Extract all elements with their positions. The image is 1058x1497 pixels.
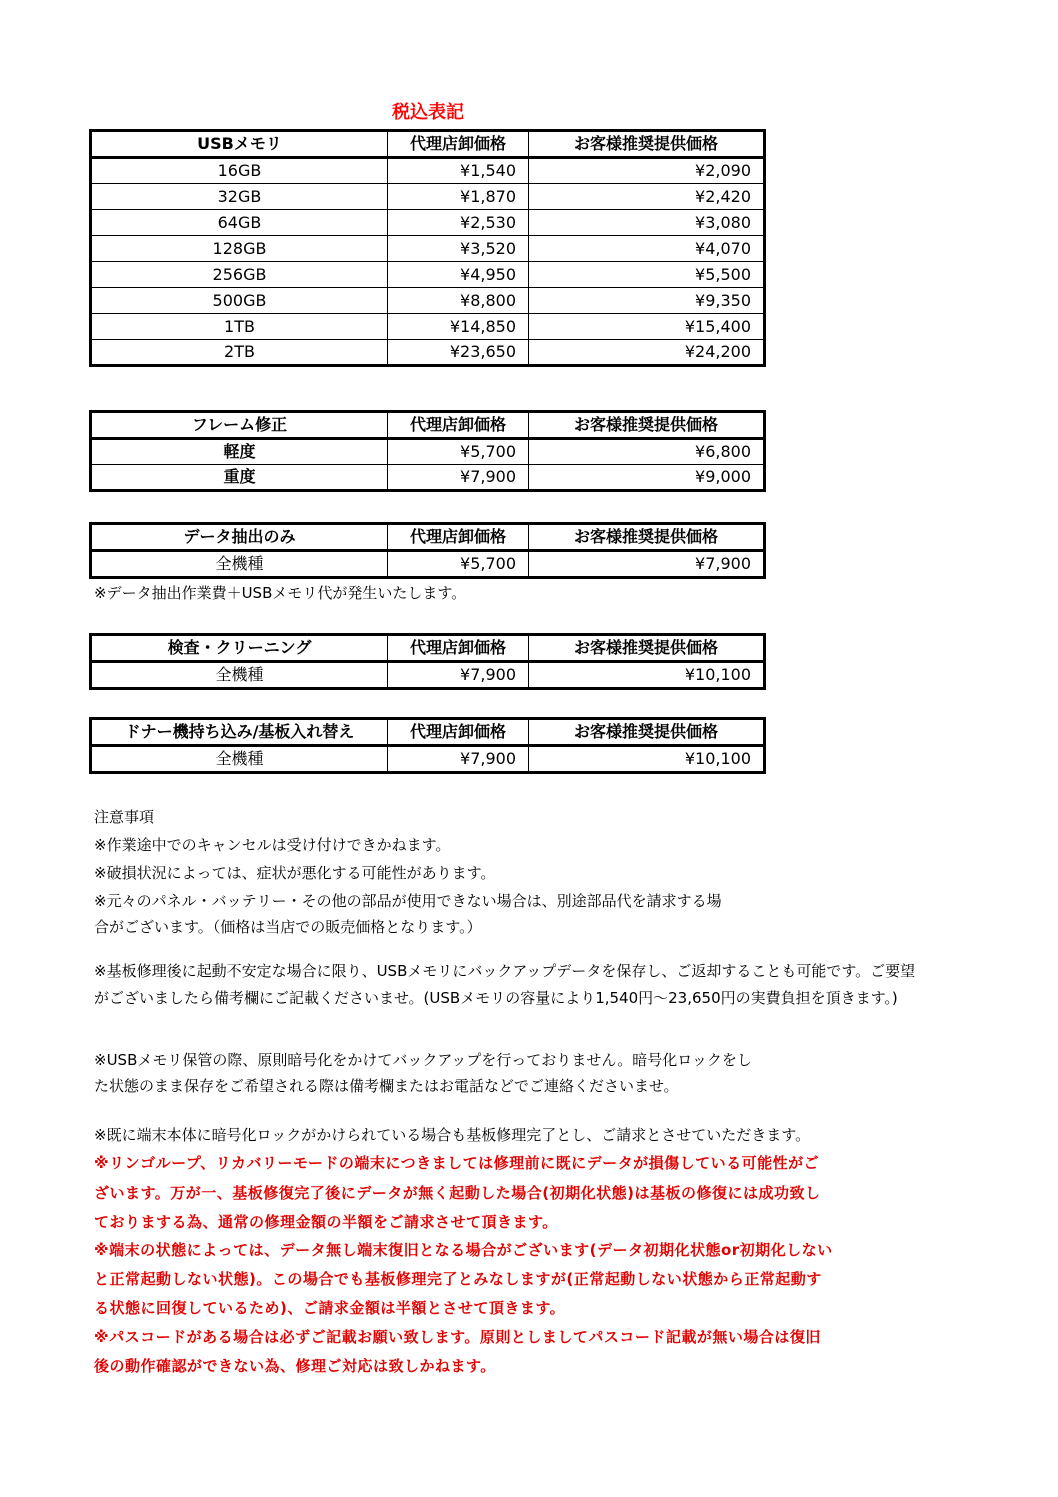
agency-price: ¥3,520 bbox=[388, 236, 529, 262]
data-extraction-note: ※データ抽出作業費＋USBメモリ代が発生いたします。 bbox=[94, 584, 467, 602]
encryption-note-line: た状態のまま保存をご希望される際は備考欄またはお電話などでご連絡くださいませ。 bbox=[94, 1077, 679, 1095]
customer-price: ¥10,100 bbox=[529, 746, 765, 773]
lock-note: ※既に端末本体に暗号化ロックがかけられている場合も基板修理完了とし、ご請求とさせていただきます。 bbox=[94, 1126, 811, 1144]
notes-heading: 注意事項 bbox=[94, 808, 155, 826]
header-item: ドナー機持ち込み/基板入れ替え bbox=[91, 719, 388, 746]
red-note-line: ※リンゴループ、リカバリーモードの端末につきましては修理前に既にデータが損傷している可能性がご bbox=[94, 1154, 820, 1172]
red-note-line: る状態に回復しているため)、ご請求金額は半額とさせて頂きます。 bbox=[94, 1299, 566, 1317]
customer-price: ¥5,500 bbox=[529, 262, 765, 288]
item-name: 軽度 bbox=[91, 439, 388, 465]
frame-repair-price-table bbox=[89, 410, 766, 492]
table-row bbox=[91, 746, 765, 773]
inspection-cleaning-price-table bbox=[89, 633, 766, 690]
customer-price: ¥6,800 bbox=[529, 439, 765, 465]
agency-price: ¥4,950 bbox=[388, 262, 529, 288]
header-customer-price: お客様推奨提供価格 bbox=[529, 524, 765, 551]
agency-price: ¥14,850 bbox=[388, 314, 529, 340]
note-line: 合がございます。（価格は当店での販売価格となります。） bbox=[94, 918, 482, 936]
red-note-line: ※端末の状態によっては、データ無し端末復旧となる場合がございます(データ初期化状態or初期化しない bbox=[94, 1241, 833, 1259]
red-note-line: 後の動作確認ができない為、修理ご対応は致しかねます。 bbox=[94, 1357, 496, 1375]
table-row bbox=[91, 551, 765, 578]
table-header-row bbox=[91, 524, 765, 551]
table-header-row bbox=[91, 412, 765, 439]
agency-price: ¥5,700 bbox=[388, 551, 529, 578]
item-name: 32GB bbox=[91, 184, 388, 210]
table-row bbox=[91, 314, 765, 340]
data-extraction-price-table bbox=[89, 522, 766, 579]
backup-note-line: がございましたら備考欄にご記載くださいませ。(USBメモリの容量により1,540円〜23,650円の実費負担を頂きます。) bbox=[94, 989, 898, 1007]
item-name: 全機種 bbox=[91, 662, 388, 689]
table-row bbox=[91, 288, 765, 314]
header-agency-price: 代理店卸価格 bbox=[388, 131, 529, 158]
table-header-row bbox=[91, 635, 765, 662]
item-name: 全機種 bbox=[91, 551, 388, 578]
table-row bbox=[91, 184, 765, 210]
item-name: 500GB bbox=[91, 288, 388, 314]
item-name: 256GB bbox=[91, 262, 388, 288]
encryption-note-line: ※USBメモリ保管の際、原則暗号化をかけてバックアップを行っておりません。暗号化ロックをし bbox=[94, 1051, 752, 1069]
agency-price: ¥7,900 bbox=[388, 746, 529, 773]
table-row bbox=[91, 262, 765, 288]
table-row bbox=[91, 439, 765, 465]
header-item: データ抽出のみ bbox=[91, 524, 388, 551]
header-agency-price: 代理店卸価格 bbox=[388, 719, 529, 746]
customer-price: ¥9,350 bbox=[529, 288, 765, 314]
item-name: 128GB bbox=[91, 236, 388, 262]
customer-price: ¥2,090 bbox=[529, 158, 765, 184]
agency-price: ¥23,650 bbox=[388, 340, 529, 366]
table-row bbox=[91, 210, 765, 236]
note-line: ※元々のパネル・バッテリー・その他の部品が使用できない場合は、別途部品代を請求する場 bbox=[94, 892, 722, 910]
agency-price: ¥5,700 bbox=[388, 439, 529, 465]
red-note-line: と正常起動しない状態)。この場合でも基板修理完了とみなしますが(正常起動しない状態から正常起動す bbox=[94, 1270, 822, 1288]
customer-price: ¥10,100 bbox=[529, 662, 765, 689]
agency-price: ¥2,530 bbox=[388, 210, 529, 236]
backup-note-line: ※基板修理後に起動不安定な場合に限り、USBメモリにバックアップデータを保存し、ご返却することも可能です。ご要望 bbox=[94, 962, 916, 980]
customer-price: ¥7,900 bbox=[529, 551, 765, 578]
customer-price: ¥4,070 bbox=[529, 236, 765, 262]
table-row bbox=[91, 662, 765, 689]
header-agency-price: 代理店卸価格 bbox=[388, 635, 529, 662]
header-customer-price: お客様推奨提供価格 bbox=[529, 719, 765, 746]
agency-price: ¥1,870 bbox=[388, 184, 529, 210]
customer-price: ¥3,080 bbox=[529, 210, 765, 236]
table-row bbox=[91, 340, 765, 366]
item-name: 16GB bbox=[91, 158, 388, 184]
item-name: 64GB bbox=[91, 210, 388, 236]
header-item: 検査・クリーニング bbox=[91, 635, 388, 662]
agency-price: ¥1,540 bbox=[388, 158, 529, 184]
customer-price: ¥24,200 bbox=[529, 340, 765, 366]
red-note-line: ※パスコードがある場合は必ずご記載お願い致します。原則としましてパスコード記載が無い場合は復旧 bbox=[94, 1328, 821, 1346]
page-title: 税込表記 bbox=[392, 102, 464, 123]
customer-price: ¥2,420 bbox=[529, 184, 765, 210]
note-line: ※破損状況によっては、症状が悪化する可能性があります。 bbox=[94, 864, 496, 882]
usb-price-table bbox=[89, 129, 766, 367]
customer-price: ¥15,400 bbox=[529, 314, 765, 340]
agency-price: ¥7,900 bbox=[388, 465, 529, 491]
header-customer-price: お客様推奨提供価格 bbox=[529, 131, 765, 158]
table-row bbox=[91, 158, 765, 184]
item-name: 1TB bbox=[91, 314, 388, 340]
header-customer-price: お客様推奨提供価格 bbox=[529, 412, 765, 439]
table-header-row bbox=[91, 131, 765, 158]
table-row bbox=[91, 236, 765, 262]
item-name: 重度 bbox=[91, 465, 388, 491]
header-item: フレーム修正 bbox=[91, 412, 388, 439]
table-row bbox=[91, 465, 765, 491]
header-customer-price: お客様推奨提供価格 bbox=[529, 635, 765, 662]
red-note-line: ざいます。万が一、基板修復完了後にデータが無く起動した場合(初期化状態)は基板の修復には成功致し bbox=[94, 1184, 821, 1202]
header-agency-price: 代理店卸価格 bbox=[388, 412, 529, 439]
item-name: 2TB bbox=[91, 340, 388, 366]
note-line: ※作業途中でのキャンセルは受け付けできかねます。 bbox=[94, 836, 451, 854]
agency-price: ¥7,900 bbox=[388, 662, 529, 689]
agency-price: ¥8,800 bbox=[388, 288, 529, 314]
donor-board-swap-price-table bbox=[89, 717, 766, 774]
item-name: 全機種 bbox=[91, 746, 388, 773]
red-note-line: ておりまする為、通常の修理金額の半額をご請求させて頂きます。 bbox=[94, 1213, 558, 1231]
customer-price: ¥9,000 bbox=[529, 465, 765, 491]
header-agency-price: 代理店卸価格 bbox=[388, 524, 529, 551]
header-item: USBメモリ bbox=[91, 131, 388, 158]
table-header-row bbox=[91, 719, 765, 746]
